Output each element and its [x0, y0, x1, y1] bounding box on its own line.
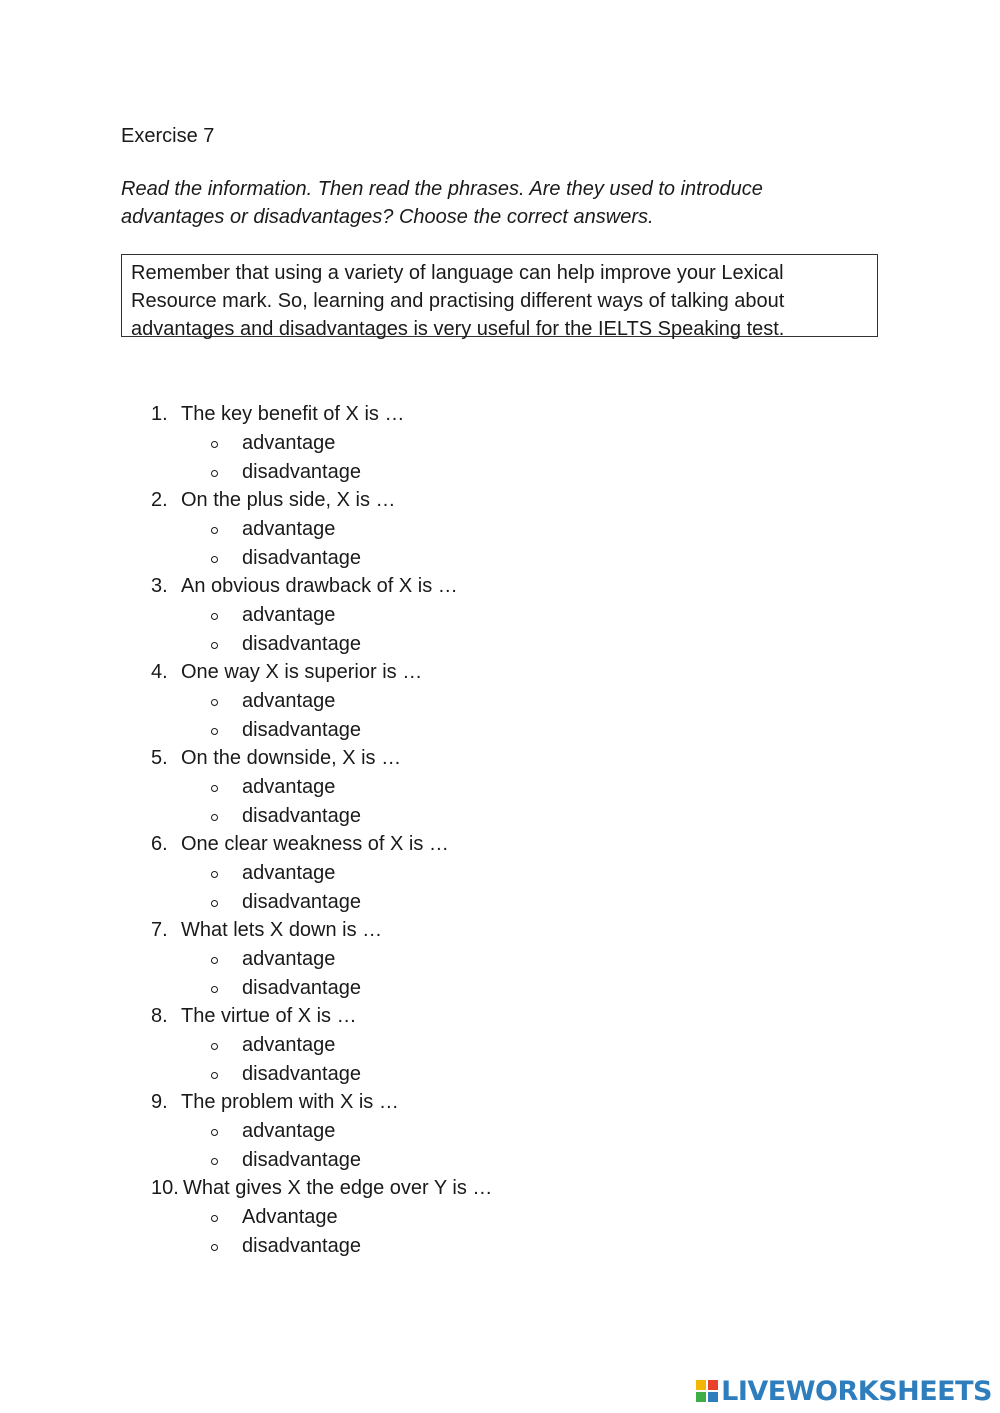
option-advantage[interactable] [0, 945, 400, 974]
option-advantage[interactable] [0, 773, 400, 802]
question-9 [0, 1088, 1000, 1174]
exercise-title: Exercise 7 [121, 125, 215, 147]
question-7 [0, 916, 1000, 1002]
option-label[interactable]: disadvantage [242, 805, 361, 827]
liveworksheets-brand [696, 1377, 992, 1405]
question-2 [0, 486, 1000, 572]
option-disadvantage[interactable] [0, 630, 400, 659]
option-disadvantage[interactable] [0, 1060, 400, 1089]
option-advantage[interactable] [0, 601, 400, 630]
option-advantage[interactable] [0, 859, 400, 888]
option-label[interactable]: disadvantage [242, 461, 361, 483]
answer-options [0, 945, 400, 1003]
answer-options [0, 1031, 400, 1089]
option-disadvantage[interactable] [0, 974, 400, 1003]
question-number: 2. [151, 489, 168, 511]
radio-circle-icon[interactable] [211, 1244, 218, 1251]
question-text: On the downside, X is … [181, 747, 402, 769]
radio-circle-icon[interactable] [211, 785, 218, 792]
question-number: 7. [151, 919, 168, 941]
option-disadvantage[interactable] [0, 716, 400, 745]
answer-options [0, 859, 400, 917]
question-4 [0, 658, 1000, 744]
question-number: 6. [151, 833, 168, 855]
question-6 [0, 830, 1000, 916]
option-label[interactable]: advantage [242, 1120, 336, 1142]
radio-circle-icon[interactable] [211, 1043, 218, 1050]
option-label[interactable]: disadvantage [242, 1149, 361, 1171]
radio-circle-icon[interactable] [211, 814, 218, 821]
question-text: The problem with X is … [181, 1091, 399, 1113]
question-text: What lets X down is … [181, 919, 383, 941]
radio-circle-icon[interactable] [211, 699, 218, 706]
option-label[interactable]: Advantage [242, 1206, 338, 1228]
radio-circle-icon[interactable] [211, 527, 218, 534]
question-text: One clear weakness of X is … [181, 833, 449, 855]
radio-circle-icon[interactable] [211, 1129, 218, 1136]
option-advantage[interactable] [0, 1031, 400, 1060]
question-text: On the plus side, X is … [181, 489, 396, 511]
option-advantage[interactable] [0, 687, 400, 716]
option-label[interactable]: advantage [242, 948, 336, 970]
radio-circle-icon[interactable] [211, 986, 218, 993]
info-box: Remember that using a variety of language can help improve your Lexical Resource mark. So, learning and practising different ways of talking about advantages and disadvantages is very useful for the IELTS Speaking test. [121, 254, 878, 337]
option-disadvantage[interactable] [0, 888, 400, 917]
radio-circle-icon[interactable] [211, 613, 218, 620]
question-number: 5. [151, 747, 168, 769]
option-label[interactable]: advantage [242, 604, 336, 626]
option-label[interactable]: disadvantage [242, 1063, 361, 1085]
question-5 [0, 744, 1000, 830]
option-label[interactable]: disadvantage [242, 977, 361, 999]
question-number: 3. [151, 575, 168, 597]
option-label[interactable]: disadvantage [242, 633, 361, 655]
question-text: The virtue of X is … [181, 1005, 357, 1027]
option-advantage[interactable] [0, 1203, 400, 1232]
answer-options [0, 773, 400, 831]
question-1 [0, 400, 1000, 486]
question-3 [0, 572, 1000, 658]
option-label[interactable]: disadvantage [242, 1235, 361, 1257]
option-advantage[interactable] [0, 429, 400, 458]
radio-circle-icon[interactable] [211, 1158, 218, 1165]
answer-options [0, 687, 400, 745]
question-number: 4. [151, 661, 168, 683]
liveworksheets-logo-icon [696, 1380, 718, 1402]
radio-circle-icon[interactable] [211, 642, 218, 649]
option-label[interactable]: advantage [242, 518, 336, 540]
brand-name: LIVEWORKSHEETS [721, 1375, 992, 1407]
question-number: 9. [151, 1091, 168, 1113]
question-number: 10. [151, 1177, 179, 1199]
answer-options [0, 515, 400, 573]
question-10 [0, 1174, 1000, 1260]
radio-circle-icon[interactable] [211, 728, 218, 735]
question-8 [0, 1002, 1000, 1088]
answer-options [0, 1203, 400, 1261]
radio-circle-icon[interactable] [211, 871, 218, 878]
question-number: 1. [151, 403, 168, 425]
radio-circle-icon[interactable] [211, 957, 218, 964]
option-label[interactable]: disadvantage [242, 547, 361, 569]
answer-options [0, 429, 400, 487]
radio-circle-icon[interactable] [211, 1215, 218, 1222]
option-disadvantage[interactable] [0, 458, 400, 487]
option-label[interactable]: advantage [242, 432, 336, 454]
instructions: Read the information. Then read the phrases. Are they used to introduce advantages or disadvantages? Choose the correct answers. [121, 178, 763, 228]
question-number: 8. [151, 1005, 168, 1027]
radio-circle-icon[interactable] [211, 441, 218, 448]
answer-options [0, 1117, 400, 1175]
option-disadvantage[interactable] [0, 1146, 400, 1175]
option-advantage[interactable] [0, 515, 400, 544]
question-list [0, 400, 1000, 1260]
answer-options [0, 601, 400, 659]
option-label[interactable]: advantage [242, 862, 336, 884]
radio-circle-icon[interactable] [211, 556, 218, 563]
radio-circle-icon[interactable] [211, 470, 218, 477]
radio-circle-icon[interactable] [211, 900, 218, 907]
option-label[interactable]: disadvantage [242, 891, 361, 913]
option-disadvantage[interactable] [0, 802, 400, 831]
radio-circle-icon[interactable] [211, 1072, 218, 1079]
question-text: The key benefit of X is … [181, 403, 405, 425]
option-label[interactable]: disadvantage [242, 719, 361, 741]
question-text: One way X is superior is … [181, 661, 423, 683]
option-disadvantage[interactable] [0, 544, 400, 573]
option-disadvantage[interactable] [0, 1232, 400, 1261]
option-advantage[interactable] [0, 1117, 400, 1146]
option-label[interactable]: advantage [242, 776, 336, 798]
option-label[interactable]: advantage [242, 1034, 336, 1056]
question-text: An obvious drawback of X is … [181, 575, 458, 597]
option-label[interactable]: advantage [242, 690, 336, 712]
question-text: What gives X the edge over Y is … [183, 1177, 493, 1199]
